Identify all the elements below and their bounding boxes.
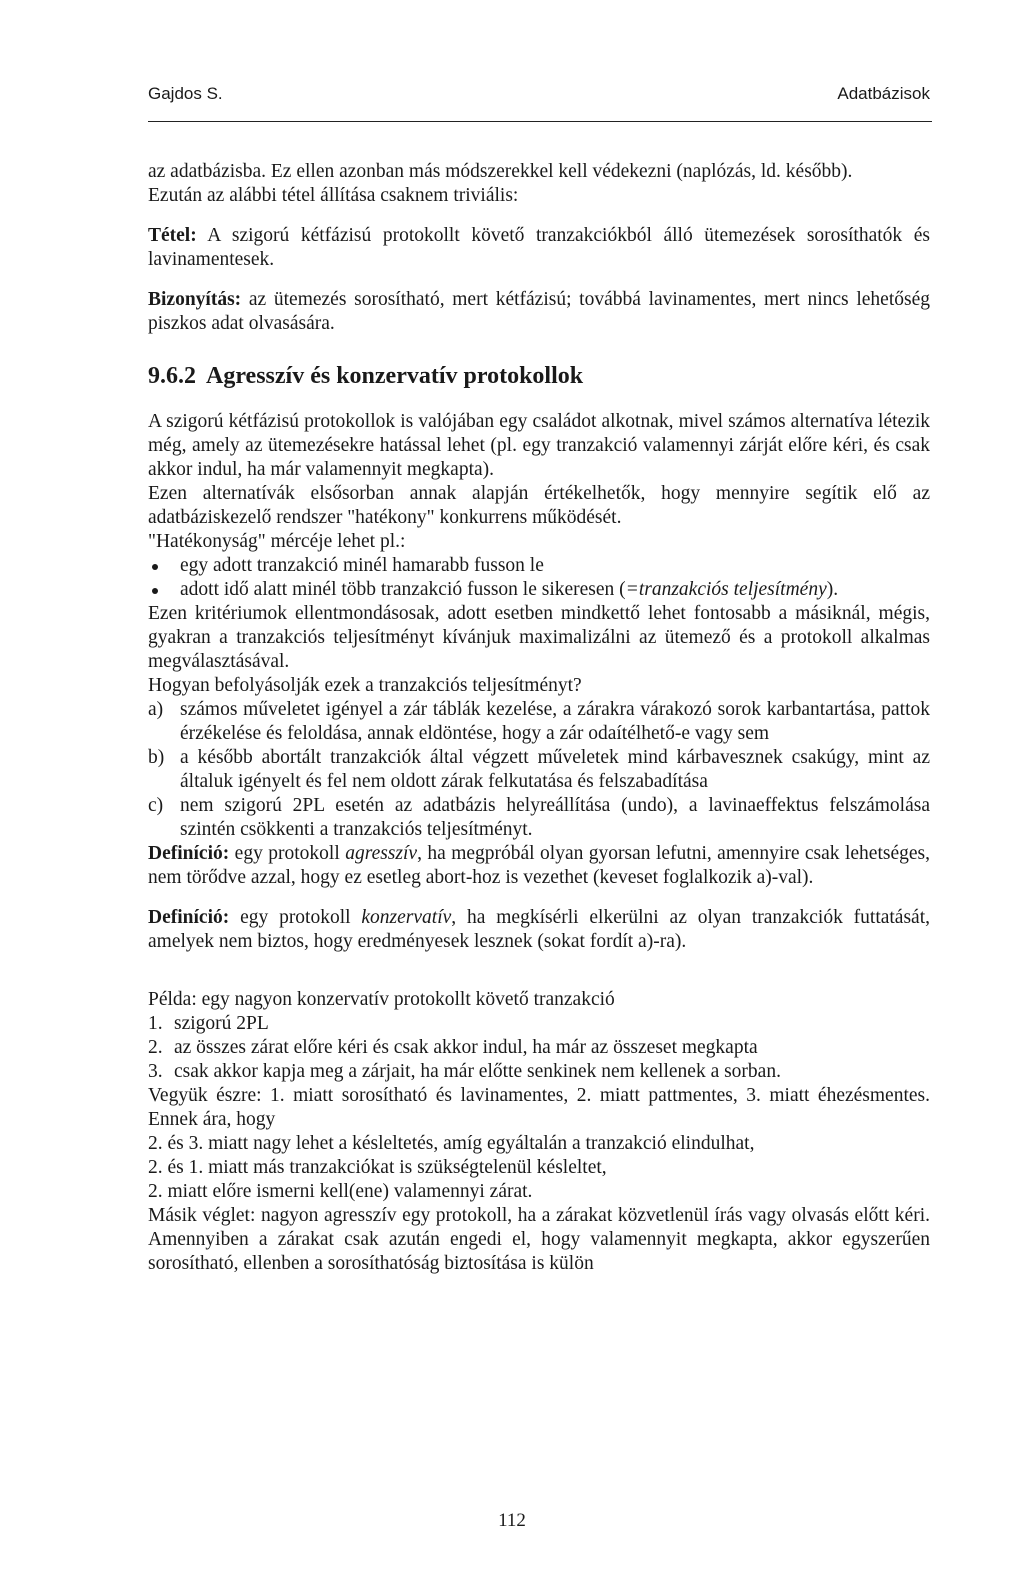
example-consequence-2: 2. és 1. miatt más tranzakciókat is szükségtelenül késleltet, — [148, 1157, 607, 1178]
list-item: c) nem szigorú 2PL esetén az adatbázis helyreállítása (undo), a lavinaeffektus felszámolása szintén csökkenti a tranzakciós teljesítményt. — [148, 795, 930, 840]
section-heading — [148, 362, 930, 390]
list-item: 2. az összes zárat előre kéri és csak akkor indul, ha már az összeset megkapta — [148, 1037, 758, 1058]
intro-paragraph-2: Ezután az alábbi tétel állítása csaknem triviális: — [148, 185, 519, 206]
body-paragraph-4: Ezen kritériumok ellentmondásosak, adott esetben mindkettő lehet fontosabb a másiknál, mégis, gyakran a tranzakciós teljesítményt kívánjuk maximalizálni az ütemező és a protokoll alkalmas megválasztásával. — [148, 603, 930, 672]
theorem-label: Tétel: — [148, 225, 197, 246]
example-note: Vegyük észre: 1. miatt sorosítható és lavinamentes, 2. miatt pattmentes, 3. miatt éhezésmentes. Ennek ára, hogy — [148, 1085, 930, 1130]
body-paragraph-1: A szigorú kétfázisú protokollok is valójában egy családot alkotnak, mivel számos alternatíva létezik még, amely az ütemezésekre hatással lehet (pl. egy tranzakció valamennyi zárját előre kéri, és csak akkor indul, ha már valamennyit megkapta). — [148, 411, 930, 480]
example-consequence-1: 2. és 3. miatt nagy lehet a késleltetés, amíg egyáltalán a tranzakció elindulhat, — [148, 1133, 755, 1154]
body-paragraph-2: Ezen alternatívák elsősorban annak alapján értékelhetők, hogy mennyire segítik elő az adatbáziskezelő rendszer "hatékony" konkurrens működését. — [148, 483, 930, 528]
proof — [148, 288, 930, 336]
example-consequence-3: 2. miatt előre ismerni kell(ene) valamennyi zárat. — [148, 1181, 533, 1202]
effects-list — [148, 698, 930, 842]
header-author: Gajdos S. — [148, 84, 223, 103]
section-number: 9.6.2 — [148, 363, 196, 389]
efficiency-list — [148, 554, 930, 602]
page-number: 112 — [498, 1510, 526, 1531]
example-list — [148, 1012, 930, 1084]
list-item: 3. csak akkor kapja meg a zárjait, ha már előtte senkinek nem kellenek a sorban. — [148, 1061, 781, 1082]
page-header — [148, 84, 930, 110]
body-paragraph-3: "Hatékonyság" mércéje lehet pl.: — [148, 531, 406, 552]
list-item: a) számos műveletet igényel a zár táblák kezelése, a zárakra várakozó sorok karbantartása, pattok érzékelése és feloldása, annak eldöntése, hogy a zár odaítélhető-e vagy sem — [148, 699, 930, 744]
list-item: 1. szigorú 2PL — [148, 1013, 269, 1034]
example-last-paragraph: Másik véglet: nagyon agresszív egy protokoll, ha a zárakat közvetlenül írás vagy olvasás előtt kéri. Amennyiben a zárakat csak azután engedi el, hogy valamennyit megkapta, akkor egyszerűen sorosítható, ellenben a sorosíthatóság biztosítása is külön — [148, 1205, 930, 1274]
theorem — [148, 224, 930, 272]
list-item: b) a később abortált tranzakciók által végzett műveletek mind kárbavesznek csakúgy, mint az általuk igényelt és fel nem oldott zárak felkutatása és felszabadítása — [148, 747, 930, 792]
header-rule — [148, 121, 932, 122]
header-title: Adatbázisok — [837, 84, 930, 103]
body-paragraph-5: Hogyan befolyásolják ezek a tranzakciós teljesítményt? — [148, 675, 582, 696]
list-item: adott idő alatt minél több tranzakció fusson le sikeresen (=tranzakciós teljesítmény). — [148, 578, 930, 602]
bullet-icon — [152, 588, 158, 594]
list-item: egy adott tranzakció minél hamarabb fusson le — [148, 554, 930, 578]
intro-paragraph: az adatbázisba. Ez ellen azonban más módszerekkel kell védekezni (naplózás, ld. később). — [148, 161, 853, 182]
theorem-text: A szigorú kétfázisú protokollt követő tranzakciókból álló ütemezések sorosíthatók és lavinamentesek. — [148, 225, 930, 270]
bullet-icon — [152, 564, 158, 570]
definition-aggressive: Definíció: egy protokoll agresszív, ha megpróbál olyan gyorsan lefutni, amennyire csak lehetséges, nem törődve azzal, hogy ez esetleg abort-hoz is vezethet (keveset foglalkozik a)-val). — [148, 843, 930, 888]
proof-text: az ütemezés sorosítható, mert kétfázisú; továbbá lavinamentes, mert nincs lehetőség piszkos adat olvasására. — [148, 289, 930, 334]
example-intro: Példa: egy nagyon konzervatív protokollt követő tranzakció — [148, 989, 615, 1010]
proof-label: Bizonyítás: — [148, 289, 242, 310]
page-body — [148, 160, 930, 1276]
definition-conservative: Definíció: egy protokoll konzervatív, ha megkísérli elkerülni az olyan tranzakciók futtatását, amelyek nem biztos, hogy eredményesek lesznek (sokat fordít a)-ra). — [148, 907, 930, 952]
section-title: Agresszív és konzervatív protokollok — [206, 363, 584, 389]
